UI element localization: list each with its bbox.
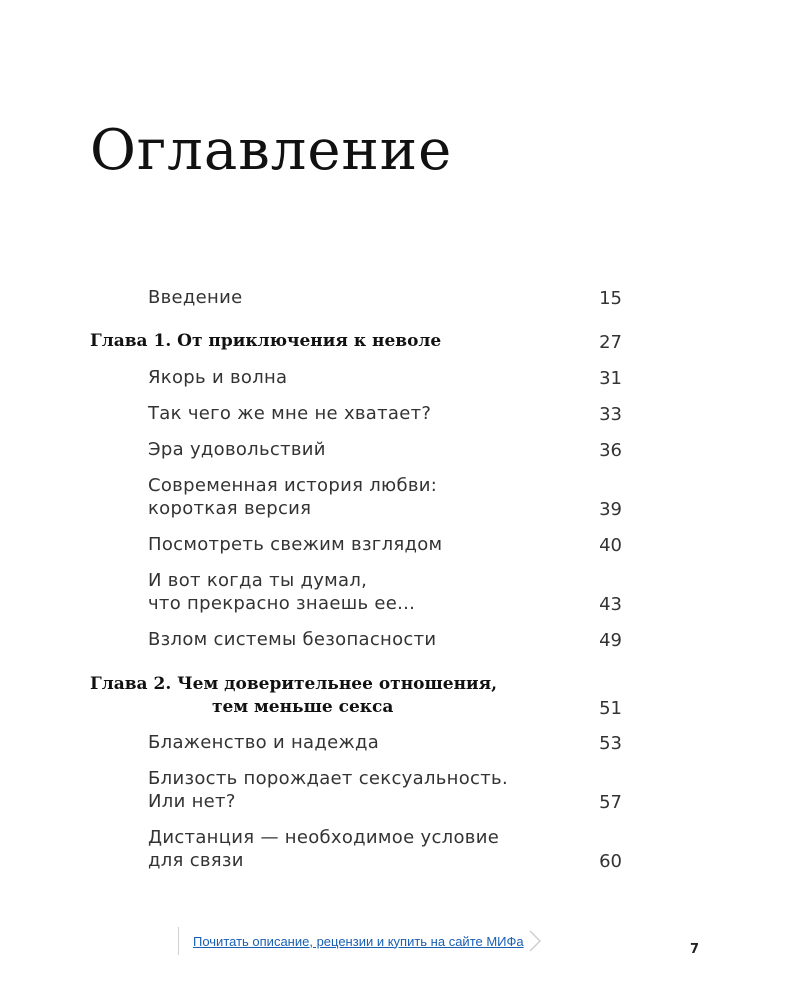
toc-entry[interactable] (90, 731, 622, 754)
toc-entry-label-line1: Дистанция — необходимое условие (148, 827, 500, 848)
toc-chapter-2[interactable] (90, 673, 622, 719)
toc-entry-label-line1: Современная история любви: (148, 475, 438, 496)
toc-entry-label-line2: для связи (148, 850, 244, 871)
toc-entry[interactable] (90, 533, 622, 556)
toc-entry[interactable] (90, 826, 622, 872)
toc-entry[interactable] (90, 474, 622, 520)
toc-entry-label (90, 474, 622, 520)
toc-entry-page: 40 (599, 535, 622, 556)
toc-entry-page: 27 (599, 332, 622, 353)
buy-link[interactable]: Почитать описание, рецензии и купить на сайте МИФа (193, 933, 524, 949)
toc-entry-label-line2: короткая версия (148, 498, 312, 519)
buy-link-banner[interactable] (178, 927, 542, 955)
toc-entry-label: Введение (148, 287, 243, 308)
toc-entry-page: 36 (599, 440, 622, 461)
toc-entry-page: 15 (599, 288, 622, 309)
toc-entry-label-line2: Или нет? (148, 791, 236, 812)
toc-entry-page: 60 (599, 851, 622, 872)
chevron-right-icon (528, 929, 542, 953)
toc-entry-label: Эра удовольствий (148, 439, 326, 460)
toc-entry[interactable] (90, 628, 622, 651)
table-of-contents (90, 282, 622, 872)
toc-chapter-1[interactable] (90, 330, 622, 353)
toc-entry-label: Посмотреть свежим взглядом (148, 534, 443, 555)
toc-chapter-label-line2: тем меньше секса (212, 697, 394, 717)
toc-entry[interactable] (90, 569, 622, 615)
toc-entry-page: 33 (599, 404, 622, 425)
toc-entry-page: 39 (599, 499, 622, 520)
toc-entry[interactable] (90, 366, 622, 389)
toc-entry[interactable] (90, 438, 622, 461)
toc-entry-label: Так чего же мне не хватает? (148, 403, 432, 424)
toc-chapter-label: Глава 1. От приключения к неволе (90, 331, 442, 351)
toc-entry-label (90, 569, 622, 615)
toc-entry-label: Блаженство и надежда (148, 732, 380, 753)
toc-entry-page: 31 (599, 368, 622, 389)
toc-entry[interactable] (90, 767, 622, 813)
page-number: 7 (690, 942, 700, 957)
toc-entry-page: 57 (599, 792, 622, 813)
toc-entry-page: 51 (599, 698, 622, 719)
toc-entry-label-line1: Близость порождает сексуальность. (148, 768, 508, 789)
toc-entry-label (90, 767, 622, 813)
toc-entry-page: 49 (599, 630, 622, 651)
toc-entry[interactable] (90, 402, 622, 425)
toc-chapter-label-line1: Глава 2. Чем доверительнее отношения, (90, 674, 498, 694)
toc-entry-label-line1: И вот когда ты думал, (148, 570, 368, 591)
toc-entry-page: 43 (599, 594, 622, 615)
toc-entry-introduction[interactable] (90, 286, 622, 309)
toc-chapter-label (90, 673, 622, 719)
toc-entry-page: 53 (599, 733, 622, 754)
toc-entry-label-line2: что прекрасно знаешь ее... (148, 593, 416, 614)
toc-entry-label: Взлом системы безопасности (148, 629, 437, 650)
page-title: Оглавление (90, 118, 453, 183)
toc-entry-label: Якорь и волна (148, 367, 288, 388)
toc-entry-label (90, 826, 622, 872)
